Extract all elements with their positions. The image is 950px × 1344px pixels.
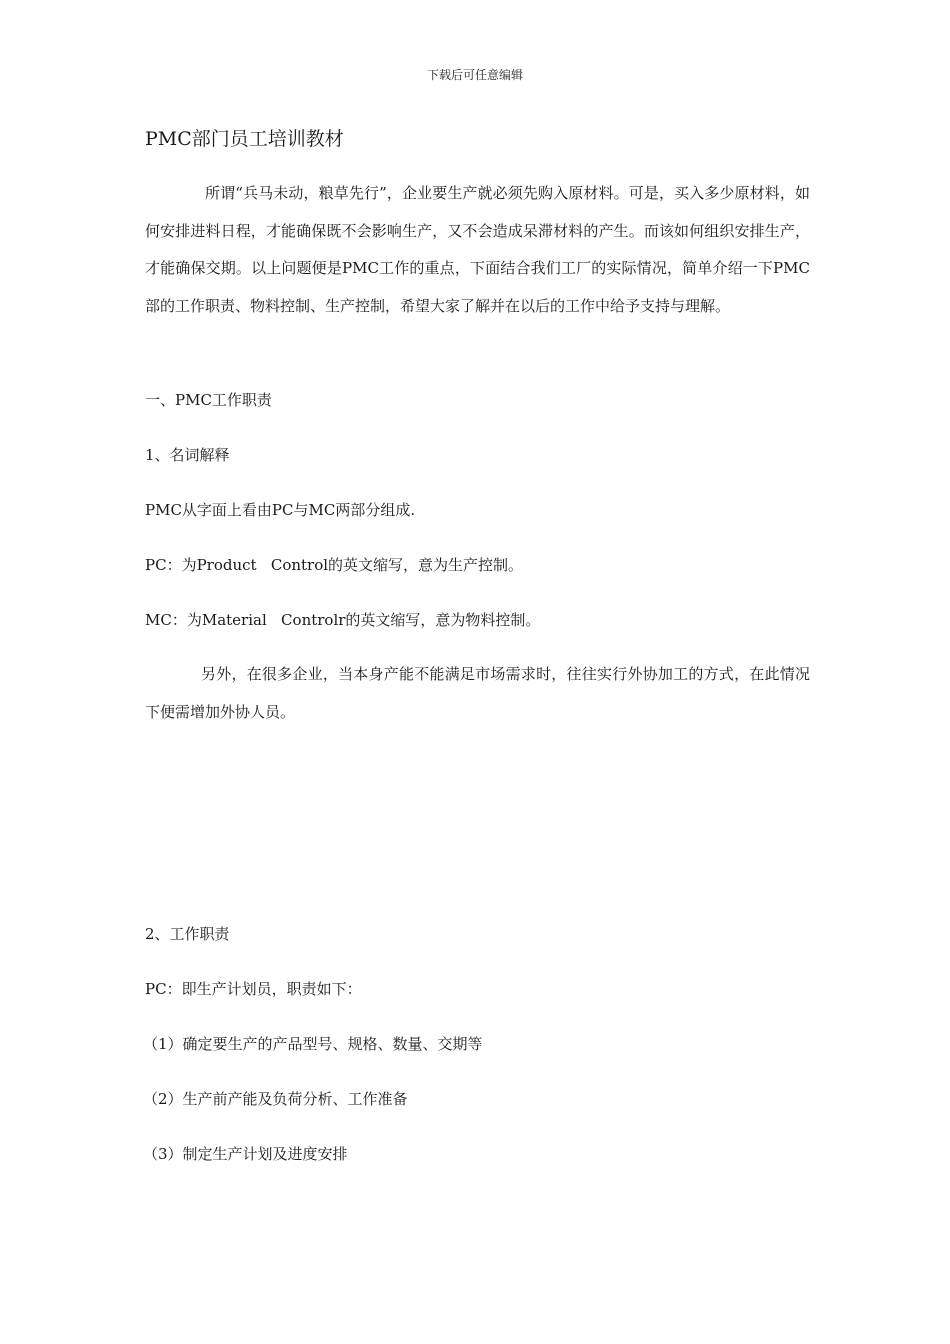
document-title: PMC部门员工培训教材: [145, 128, 344, 150]
definition-pc: PC：为Product Control的英文缩写，意为生产控制。: [145, 556, 524, 574]
intro-paragraph: 所谓“兵马未动，粮草先行”，企业要生产就必须先购入原材料。可是，买入多少原材料，如何安排进料日程，才能确保既不会影响生产，又不会造成呆滞材料的产生。而该如何组织安排生产，才能确保交期。以上问题便是PMC工作的重点，下面结合我们工厂的实际情况，简单介绍一下PMC部的工作职责、物料控制、生产控制，希望大家了解并在以后的工作中给予支持与理解。: [145, 184, 810, 315]
outsource-paragraph: 另外，在很多企业，当本身产能不能满足市场需求时，往往实行外协加工的方式，在此情况下便需增加外协人员。: [145, 665, 810, 721]
list-item: （2）生产前产能及负荷分析、工作准备: [143, 1090, 408, 1108]
definition-pmc: PMC从字面上看由PC与MC两部分组成.: [145, 501, 416, 519]
section-heading: 一、PMC工作职责: [145, 391, 272, 409]
pc-duties-intro: PC：即生产计划员，职责如下：: [145, 980, 362, 998]
definition-mc: MC：为Material Controlr的英文缩写，意为物料控制。: [145, 611, 541, 629]
subsection-heading: 1、名词解释: [145, 446, 230, 464]
list-item: （1）确定要生产的产品型号、规格、数量、交期等: [143, 1035, 483, 1053]
header-note: 下载后可任意编辑: [426, 68, 523, 82]
subsection-heading: 2、工作职责: [145, 925, 230, 943]
list-item: （3）制定生产计划及进度安排: [143, 1145, 348, 1163]
